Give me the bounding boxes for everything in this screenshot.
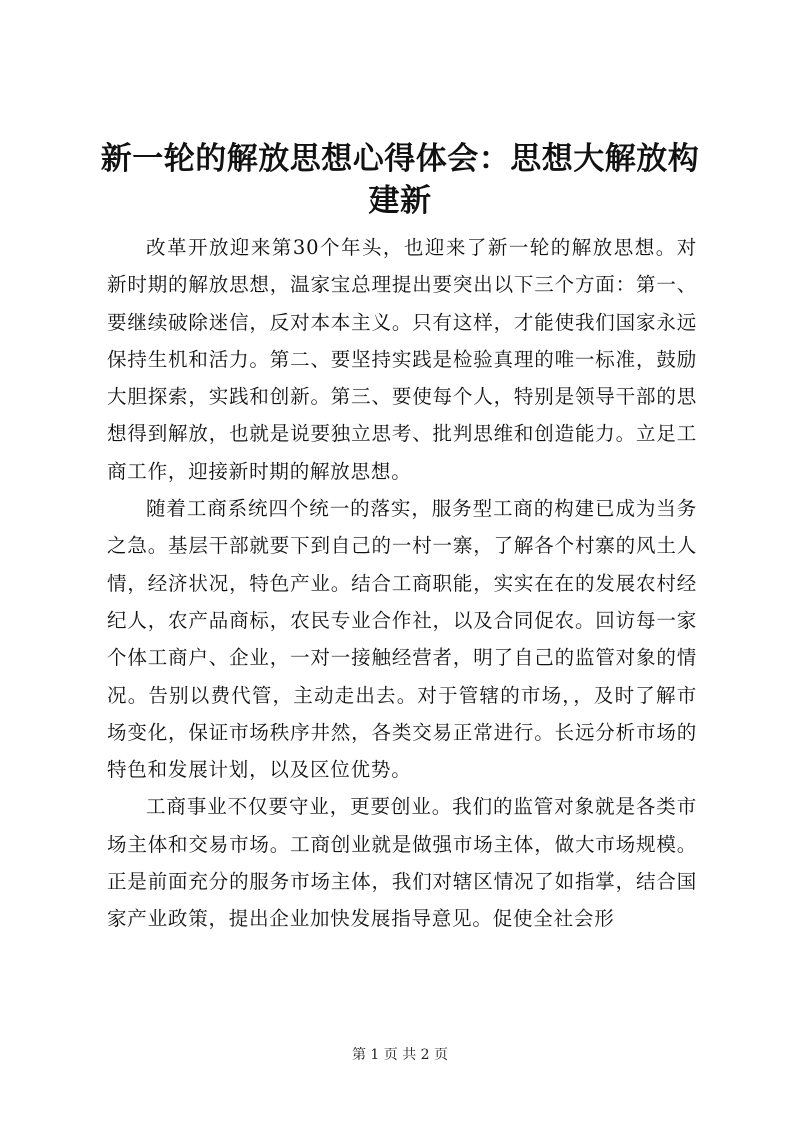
paragraph-2: 随着工商系统四个统一的落实，服务型工商的构建已成为当务之急。基层干部就要下到自己的一村一寨，了解各个村寨的风土人情，经济状况，特色产业。结合工商职能，实实在在的发展农村经纪人，农产品商标，农民专业合作社，以及合同促农。回访每一家个体工商户、企业，一对一接触经营者，明了自己的监管对象的情况。告别以费代管，主动走出去。对于管辖的市场，，及时了解市场变化，保证市场秩序井然，各类交易正常进行。长远分析市场的特色和发展计划，以及区位优势。: [107, 497, 697, 782]
paragraph-3: 工商事业不仅要守业，更要创业。我们的监管对象就是各类市场主体和交易市场。工商创业就是做强市场主体，做大市场规模。正是前面充分的服务市场主体，我们对辖区情况了如指掌，结合国家产业政策，提出企业加快发展指导意见。促使全社会形: [107, 795, 697, 931]
paragraph-1: 改革开放迎来第30个年头，也迎来了新一轮的解放思想。对新时期的解放思想，温家宝总理提出要突出以下三个方面：第一、要继续破除迷信，反对本本主义。只有这样，才能使我们国家永远保持生机和活力。第二、要坚持实践是检验真理的唯一标准，鼓励大胆探索，实践和创新。第三、要使每个人，特别是领导干部的思想得到解放，也就是说要独立思考、批判思维和创造能力。立足工商工作，迎接新时期的解放思想。: [107, 236, 697, 483]
document-title: 新一轮的解放思想心得体会：思想大解放构建新: [100, 141, 700, 219]
page-footer: 第 1 页 共 2 页: [351, 1047, 449, 1063]
document-body: [107, 229, 697, 938]
